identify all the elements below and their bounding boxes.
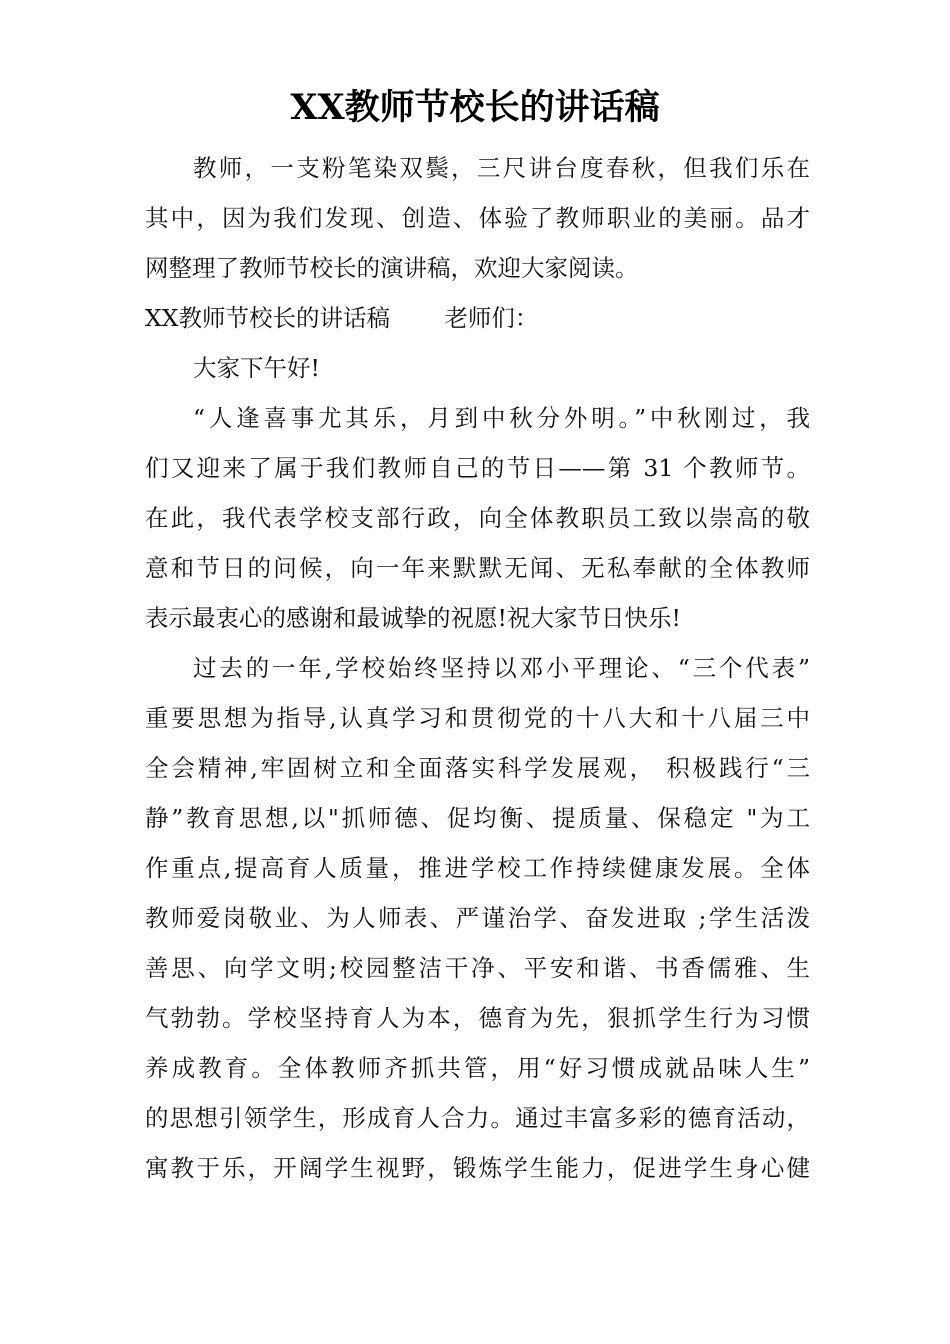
paragraph-line: 意和节日的问候，向一年来默默无闻、无私奉献的全体教师 xyxy=(145,554,810,582)
paragraph-line: “人逢喜事尤其乐，月到中秋分外明。”中秋刚过，我 xyxy=(193,404,810,432)
paragraph-line: 教师，一支粉笔染双鬓，三尺讲台度春秋，但我们乐在 xyxy=(193,154,810,182)
paragraph-line: 静”教育思想,以"抓师德、促均衡、提质量、保稳定 "为工 xyxy=(145,804,810,832)
paragraph-line: 们又迎来了属于我们教师自己的节日——第 31 个教师节。 xyxy=(145,454,810,482)
paragraph-line: 气勃勃。学校坚持育人为本，德育为先，狠抓学生行为习惯 xyxy=(145,1004,810,1032)
paragraph-line: 在此，我代表学校支部行政，向全体教职员工致以崇高的敬 xyxy=(145,504,810,532)
paragraph-line: 其中，因为我们发现、创造、体验了教师职业的美丽。品才 xyxy=(145,204,810,232)
greeting-line: 大家下午好! xyxy=(193,354,320,382)
paragraph-line: 寓教于乐，开阔学生视野，锻炼学生能力，促进学生身心健 xyxy=(145,1154,810,1182)
paragraph-line: 教师爱岗敬业、为人师表、严谨治学、奋发进取 ;学生活泼 xyxy=(145,904,810,932)
section-heading-line: XX教师节校长的讲话稿 老师们： xyxy=(145,304,539,332)
paragraph-line: 过去的一年,学校始终坚持以邓小平理论、“三个代表” xyxy=(193,654,810,682)
document-title: XX教师节校长的讲话稿 xyxy=(290,87,660,128)
paragraph-line: 表示最衷心的感谢和最诚挚的祝愿!祝大家节日快乐! xyxy=(145,604,681,632)
paragraph-line: 的思想引领学生，形成育人合力。通过丰富多彩的德育活动， xyxy=(145,1104,810,1132)
paragraph-line: 养成教育。全体教师齐抓共管，用“好习惯成就品味人生” xyxy=(145,1054,810,1082)
paragraph-line: 作重点,提高育人质量，推进学校工作持续健康发展。全体 xyxy=(145,854,810,882)
paragraph-line: 全会精神,牢固树立和全面落实科学发展观， 积极践行“三 xyxy=(145,754,810,782)
paragraph-line: 善思、向学文明;校园整洁干净、平安和谐、书香儒雅、生 xyxy=(145,954,810,982)
paragraph-line: 网整理了教师节校长的演讲稿，欢迎大家阅读。 xyxy=(145,254,639,282)
paragraph-line: 重要思想为指导,认真学习和贯彻党的十八大和十八届三中 xyxy=(145,704,810,732)
